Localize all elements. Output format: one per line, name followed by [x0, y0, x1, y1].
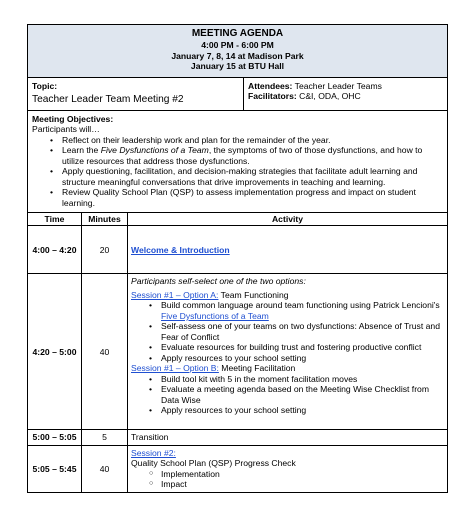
attendees-value: Teacher Leader Teams — [294, 80, 382, 91]
session-1b-list — [131, 374, 444, 416]
session-1a-title: Team Functioning — [218, 289, 289, 300]
topic-value: Teacher Leader Team Meeting #2 — [32, 93, 184, 105]
col-header-activity: Activity — [128, 213, 448, 226]
facilitators-label: Facilitators: — [248, 91, 297, 102]
row-activity — [128, 274, 448, 430]
topic-cell — [28, 77, 244, 110]
session-2-link[interactable]: Session #2: — [131, 447, 176, 458]
row-time: 5:00 – 5:05 — [28, 430, 82, 446]
session-1b-link[interactable]: Session #1 – Option B: — [131, 363, 219, 374]
list-item: • Evaluate a meeting agenda based on the Meeting Wise Checklist from Data Wise — [161, 384, 444, 405]
table-row — [28, 274, 448, 430]
session-intro: Participants self-select one of the two options: — [131, 276, 306, 287]
row-activity — [128, 445, 448, 492]
schedule-table — [27, 212, 448, 493]
row-minutes: 20 — [82, 226, 128, 274]
session-1b-title: Meeting Facilitation — [218, 363, 296, 374]
session-2-title: Quality School Plan (QSP) Progress Check — [131, 458, 296, 469]
col-header-minutes: Minutes — [82, 213, 128, 226]
session-1a-list — [131, 300, 444, 363]
list-item: • Build common language around team functioning using Patrick Lencioni's Five Dysfunctions of a Team — [161, 300, 444, 321]
row-minutes: 40 — [82, 274, 128, 430]
list-item: • Build tool kit with 5 in the moment facilitation moves — [161, 374, 444, 385]
session-2-list — [131, 469, 444, 490]
objective-item: • Apply questioning, facilitation, and decision-making strategies that facilitate adult learning and structure meaningful conversations that drive improvements in teaching and learning. — [62, 166, 443, 187]
objectives-label: Meeting Objectives: — [32, 113, 114, 124]
list-item: • Evaluate resources for building trust and fostering productive conflict — [161, 342, 444, 353]
table-row — [28, 430, 448, 446]
session-1a-link[interactable]: Session #1 – Option A: — [131, 289, 219, 300]
agenda-dates-2: January 15 at BTU Hall — [190, 61, 285, 72]
welcome-link[interactable]: Welcome & Introduction — [131, 244, 230, 255]
topic-label: Topic: — [32, 80, 58, 91]
schedule-header-row — [28, 213, 448, 226]
row-minutes: 40 — [82, 445, 128, 492]
attendees-label: Attendees: — [248, 80, 293, 91]
row-time: 4:00 – 4:20 — [28, 226, 82, 274]
row-minutes: 5 — [82, 430, 128, 446]
attendees-cell — [244, 77, 448, 110]
list-item: ○ Impact — [161, 479, 444, 490]
row-activity: Transition — [128, 430, 448, 446]
objective-item: • Review Quality School Plan (QSP) to assess implementation progress and impact on student learning. — [62, 187, 443, 208]
objective-item: • Learn the Five Dysfunctions of a Team, the symptoms of two of those dysfunctions, and how to utilize resources that address those dysfunctions. — [62, 145, 443, 166]
agenda-dates-1: January 7, 8, 14 at Madison Park — [171, 50, 304, 61]
row-time: 5:05 – 5:45 — [28, 445, 82, 492]
facilitators-value: C&I, ODA, OHC — [299, 91, 361, 102]
objectives-cell — [28, 110, 448, 213]
row-time: 4:20 – 5:00 — [28, 274, 82, 430]
list-item: • Self-assess one of your teams on two dysfunctions: Absence of Trust and Fear of Conflict — [161, 321, 444, 342]
col-header-time: Time — [28, 213, 82, 226]
objective-item: • Reflect on their leadership work and plan for the remainder of the year. — [62, 135, 443, 146]
list-item: • Apply resources to your school setting — [161, 353, 444, 364]
list-item: ○ Implementation — [161, 469, 444, 480]
table-row — [28, 445, 448, 492]
table-row — [28, 226, 448, 274]
agenda-title: MEETING AGENDA — [191, 28, 284, 39]
row-activity — [128, 226, 448, 274]
agenda-title-block — [28, 25, 448, 78]
objectives-intro: Participants will… — [32, 124, 100, 135]
list-item: • Apply resources to your school setting — [161, 405, 444, 416]
five-dysfunctions-link[interactable]: Five Dysfunctions of a Team — [161, 310, 269, 321]
agenda-time: 4:00 PM - 6:00 PM — [201, 40, 274, 50]
objectives-list — [32, 135, 443, 209]
agenda-document — [27, 24, 447, 493]
agenda-header-table — [27, 24, 448, 213]
